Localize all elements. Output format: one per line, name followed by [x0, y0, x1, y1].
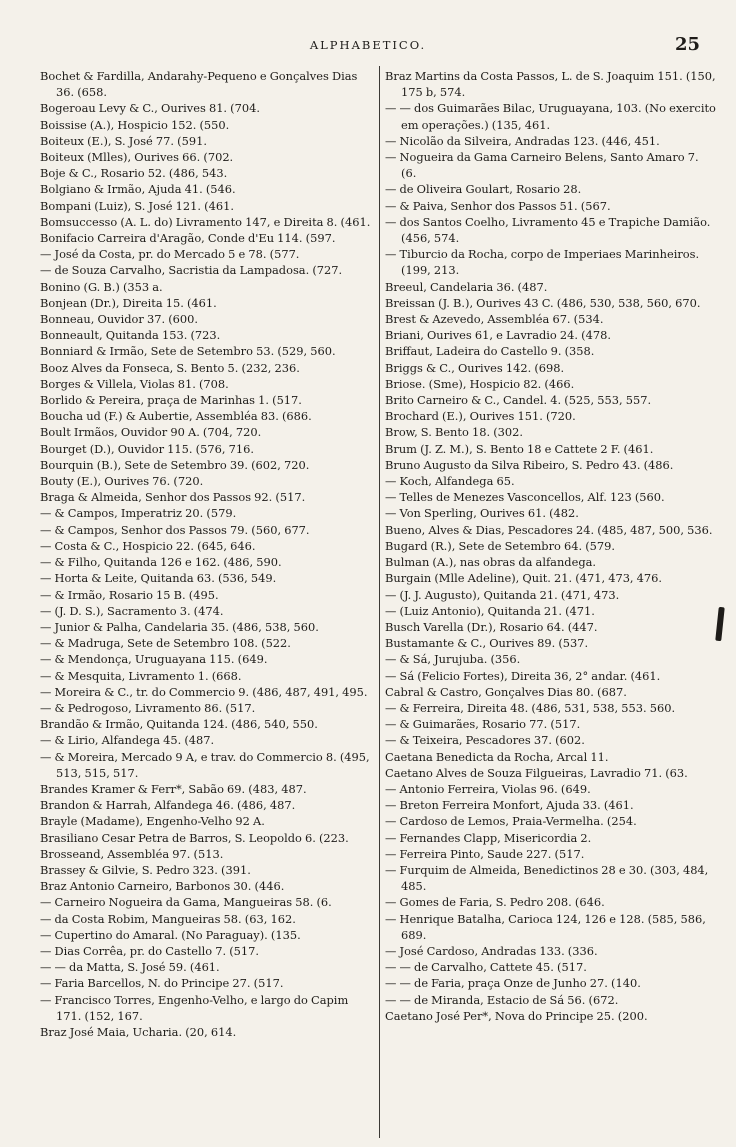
directory-entry: — Cupertino do Amaral. (No Paraguay). (135.: [40, 927, 301, 942]
directory-entry: — & Moreira, Mercado 9 A, e trav. do Commercio 8. (495, 513, 515, 517.: [40, 749, 370, 780]
directory-entry: — & Sá, Jurujuba. (356.: [385, 652, 521, 667]
directory-entry: — dos Santos Coelho, Livramento 45 e Trapiche Damião. (456, 574.: [385, 214, 711, 246]
directory-entry: Boiteux (E.), S. José 77. (591.: [40, 133, 207, 148]
running-title: ALPHABETICO.: [309, 38, 427, 52]
directory-entry: — — de Faria, praça Onze de Junho 27. (140.: [385, 976, 641, 991]
directory-entry: — & Mendonça, Uruguayana 115. (649.: [40, 652, 268, 667]
directory-entry: Bonjean (Dr.), Direita 15. (461.: [40, 295, 217, 310]
directory-entry: — Cardoso de Lemos, Praia-Vermelha. (254.: [385, 814, 637, 829]
directory-entry: — & Madruga, Sete de Setembro 108. (522.: [40, 636, 291, 651]
directory-entry: Braz Martins da Costa Passos, L. de S. Joaquim 151. (150, 175 b, 574.: [385, 69, 716, 100]
directory-entry: — Antonio Ferreira, Violas 96. (649.: [385, 781, 591, 796]
directory-entry: — & Lirio, Alfandega 45. (487.: [40, 733, 215, 748]
directory-entry: Bochet & Fardilla, Andarahy-Pequeno e Gonçalves Dias 36. (658.: [40, 69, 358, 100]
directory-entry: Briggs & C., Ourives 142. (698.: [385, 360, 565, 375]
directory-entry: Bonniard & Irmão, Sete de Setembro 53. (529, 560.: [40, 344, 336, 359]
directory-entry: — & Ferreira, Direita 48. (486, 531, 538, 553. 560.: [385, 700, 676, 715]
directory-entry: Bogeroau Levy & C., Ourives 81. (704.: [40, 101, 260, 116]
directory-entry: Brasiliano Cesar Petra de Barros, S. Leopoldo 6. (223.: [40, 830, 349, 845]
directory-entry: — & Paiva, Senhor dos Passos 51. (567.: [385, 198, 611, 213]
directory-entry: — Fernandes Clapp, Misericordia 2.: [385, 830, 592, 845]
directory-entry: Bonino (G. B.) (353 a.: [40, 279, 163, 294]
directory-entry: Braz Antonio Carneiro, Barbonos 30. (446.: [40, 879, 285, 894]
directory-entry: — (J. D. S.), Sacramento 3. (474.: [40, 603, 224, 618]
directory-entry: Braz José Maia, Ucharia. (20, 614.: [40, 1024, 237, 1039]
directory-entry: Bonneault, Quitanda 153. (723.: [40, 328, 221, 343]
directory-entry: — Moreira & C., tr. do Commercio 9. (486, 487, 491, 495.: [40, 684, 368, 699]
directory-entry: — Junior & Palha, Candelaria 35. (486, 538, 560.: [40, 619, 319, 634]
directory-entry: Burgain (Mlle Adeline), Quit. 21. (471, 473, 476.: [385, 571, 663, 586]
directory-entry: — Henrique Batalha, Carioca 124, 126 e 128. (585, 586, 689.: [385, 911, 706, 942]
directory-entry: — & Campos, Imperatriz 20. (579.: [40, 506, 237, 521]
directory-entry: Brandon & Harrah, Alfandega 46. (486, 487.: [40, 798, 296, 813]
directory-entry: — Ferreira Pinto, Saude 227. (517.: [385, 846, 585, 861]
directory-entry: Boult Irmãos, Ouvidor 90 A. (704, 720.: [40, 425, 262, 440]
directory-entry: — — dos Guimarães Bilac, Uruguayana, 103. (No exercito em operações.) (135, 461.: [385, 101, 716, 132]
directory-entry: — Dias Corrêa, pr. do Castello 7. (517.: [40, 943, 260, 958]
directory-entry: Busch Varella (Dr.), Rosario 64. (447.: [385, 619, 598, 634]
directory-entry: — — de Carvalho, Cattete 45. (517.: [385, 960, 587, 975]
directory-entry: Brow, S. Bento 18. (302.: [385, 425, 523, 440]
directory-entry: — Faria Barcellos, N. do Principe 27. (517.: [40, 976, 284, 991]
directory-entry: Brum (J. Z. M.), S. Bento 18 e Cattete 2 F. (461.: [385, 441, 654, 456]
directory-entry: Borges & Villela, Violas 81. (708.: [40, 376, 229, 391]
directory-entry: — (J. J. Augusto), Quitanda 21. (471, 473.: [385, 587, 620, 602]
directory-entry: — & Pedrogoso, Livramento 86. (517.: [40, 700, 256, 715]
column-divider: [379, 66, 380, 1138]
directory-entry: — Gomes de Faria, S. Pedro 208. (646.: [385, 895, 605, 910]
directory-entry: — Sá (Felicio Fortes), Direita 36, 2° andar. (461.: [385, 668, 661, 683]
directory-entry: — (Luiz Antonio), Quitanda 21. (471.: [385, 603, 595, 618]
directory-entry: Bonifacio Carreira d'Aragão, Conde d'Eu 114. (597.: [40, 231, 336, 246]
directory-entry: Bolgiano & Irmão, Ajuda 41. (546.: [40, 182, 236, 197]
directory-entry: Bruno Augusto da Silva Ribeiro, S. Pedro 43. (486.: [385, 457, 674, 472]
directory-entry: Bourget (D.), Ouvidor 115. (576, 716.: [40, 441, 254, 456]
directory-entry: Cabral & Castro, Gonçalves Dias 80. (687.: [385, 684, 627, 699]
directory-entry: — Breton Ferreira Monfort, Ajuda 33. (461.: [385, 798, 634, 813]
directory-entry: Brest & Azevedo, Assembléa 67. (534.: [385, 312, 604, 327]
directory-entry: Brayle (Madame), Engenho-Velho 92 A.: [40, 814, 265, 829]
directory-entry: Bourquin (B.), Sete de Setembro 39. (602, 720.: [40, 457, 310, 472]
directory-entry: — José Cardoso, Andradas 133. (336.: [385, 943, 598, 958]
directory-entry: — Telles de Menezes Vasconcellos, Alf. 123 (560.: [385, 490, 665, 505]
directory-entry: — & Teixeira, Pescadores 37. (602.: [385, 733, 585, 748]
directory-entry: Bonneau, Ouvidor 37. (600.: [40, 312, 199, 327]
directory-entry: Boucha ud (F.) & Aubertie, Assembléa 83. (686.: [40, 409, 312, 424]
directory-entry: Bueno, Alves & Dias, Pescadores 24. (485, 487, 500, 536.: [385, 522, 713, 537]
directory-entry: Brito Carneiro & C., Candel. 4. (525, 553, 557.: [385, 393, 652, 408]
directory-entry: — Von Sperling, Ourives 61. (482.: [385, 506, 579, 521]
directory-entry: Boiteux (Mlles), Ourives 66. (702.: [40, 150, 234, 165]
left-column: [40, 68, 374, 1138]
page-number: 25: [674, 34, 700, 55]
directory-entry: Booz Alves da Fonseca, S. Bento 5. (232, 236.: [40, 360, 300, 375]
directory-entry: — & Mesquita, Livramento 1. (668.: [40, 668, 242, 683]
directory-entry: Bouty (E.), Ourives 76. (720.: [40, 474, 204, 489]
directory-entry: — Tiburcio da Rocha, corpo de Imperiaes Marinheiros. (199, 213.: [385, 247, 700, 278]
directory-entry: — & Filho, Quitanda 126 e 162. (486, 590.: [40, 555, 282, 570]
directory-entry: Caetano Alves de Souza Filgueiras, Lavradio 71. (63.: [385, 765, 688, 780]
directory-entry: Caetana Benedicta da Rocha, Arcal 11.: [385, 749, 609, 764]
directory-entry: — & Irmão, Rosario 15 B. (495.: [40, 587, 219, 602]
directory-entry: Brosseand, Assembléa 97. (513.: [40, 846, 224, 861]
directory-entry: — Nicolão da Silveira, Andradas 123. (446, 451.: [385, 133, 660, 148]
directory-entry: Bulman (A.), nas obras da alfandega.: [385, 555, 597, 570]
directory-entry: Brandes Kramer & Ferr*, Sabão 69. (483, 487.: [40, 781, 307, 796]
directory-entry: Briffaut, Ladeira do Castello 9. (358.: [385, 344, 595, 359]
directory-entry: Briani, Ourives 61, e Lavradio 24. (478.: [385, 328, 611, 343]
directory-entry: Borlido & Pereira, praça de Marinhas 1. (517.: [40, 393, 302, 408]
directory-entry: Bustamante & C., Ourives 89. (537.: [385, 636, 589, 651]
directory-entry: — Costa & C., Hospicio 22. (645, 646.: [40, 538, 256, 553]
directory-entry: — José da Costa, pr. do Mercado 5 e 78. (577.: [40, 247, 300, 262]
directory-entry: — & Guimarães, Rosario 77. (517.: [385, 717, 581, 732]
directory-entry: — Carneiro Nogueira da Gama, Mangueiras 58. (6.: [40, 895, 332, 910]
right-column: [385, 68, 717, 1138]
directory-entry: — & Campos, Senhor dos Passos 79. (560, 677.: [40, 522, 310, 537]
directory-entry: Bugard (R.), Sete de Setembro 64. (579.: [385, 538, 616, 553]
directory-entry: Caetano José Per*, Nova do Principe 25. (200.: [385, 1008, 648, 1023]
directory-entry: — de Oliveira Goulart, Rosario 28.: [385, 182, 582, 197]
directory-entry: Breissan (J. B.), Ourives 43 C. (486, 530, 538, 560, 670.: [385, 295, 701, 310]
directory-entry: Brandão & Irmão, Quitanda 124. (486, 540, 550.: [40, 717, 318, 732]
page-header: [0, 34, 736, 56]
directory-entry: Boissise (A.), Hospicio 152. (550.: [40, 117, 230, 132]
directory-entry: Boje & C., Rosario 52. (486, 543.: [40, 166, 228, 181]
directory-entry: Brassey & Gilvie, S. Pedro 323. (391.: [40, 862, 251, 877]
directory-entry: — Koch, Alfandega 65.: [385, 474, 515, 489]
directory-entry: — — de Miranda, Estacio de Sá 56. (672.: [385, 992, 619, 1007]
directory-entry: Braga & Almeida, Senhor dos Passos 92. (517.: [40, 490, 306, 505]
directory-entry: — Furquim de Almeida, Benedictinos 28 e 30. (303, 484, 485.: [385, 862, 709, 894]
directory-entry: — Horta & Leite, Quitanda 63. (536, 549.: [40, 571, 277, 586]
directory-entry: — de Souza Carvalho, Sacristia da Lampadosa. (727.: [40, 263, 343, 278]
directory-entry: Briose. (Sme), Hospicio 82. (466.: [385, 376, 575, 391]
directory-entry: — da Costa Robim, Mangueiras 58. (63, 162.: [40, 911, 296, 926]
directory-entry: Brochard (E.), Ourives 151. (720.: [385, 409, 576, 424]
directory-entry: Bomsuccesso (A. L. do) Livramento 147, e Direita 8. (461.: [40, 214, 371, 229]
directory-entry: — Nogueira da Gama Carneiro Belens, Santo Amaro 7. (6.: [385, 150, 699, 181]
directory-entry: Breeul, Candelaria 36. (487.: [385, 279, 548, 294]
directory-entry: Bompani (Luiz), S. José 121. (461.: [40, 198, 234, 213]
directory-entry: — — da Matta, S. José 59. (461.: [40, 960, 220, 975]
directory-entry: — Francisco Torres, Engenho-Velho, e largo do Capim 171. (152, 167.: [40, 992, 349, 1023]
